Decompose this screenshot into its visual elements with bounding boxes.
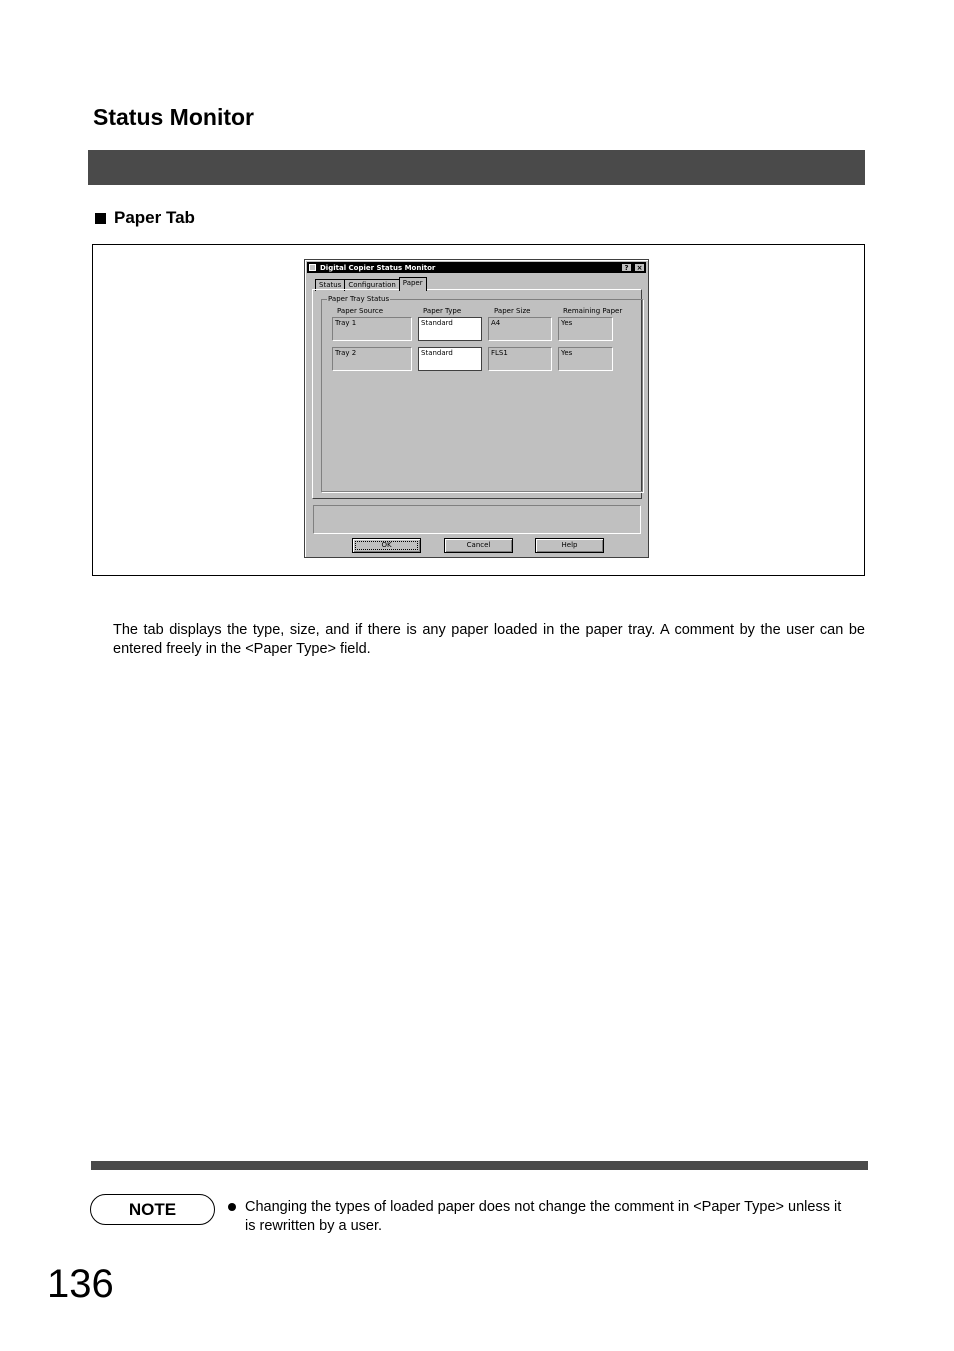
body-paragraph: The tab displays the type, size, and if there is any paper loaded in the paper tray. A comment by the user can be entered freely in the <Paper Type> field. <box>113 622 865 657</box>
close-title-button[interactable]: × <box>634 263 645 272</box>
dialog-title: Digital Copier Status Monitor <box>320 263 436 272</box>
row2-remaining-paper: Yes <box>558 347 613 371</box>
bullet-icon <box>228 1203 236 1211</box>
app-icon <box>309 264 316 271</box>
ok-button[interactable]: OK <box>352 538 421 553</box>
help-title-button[interactable]: ? <box>621 263 632 272</box>
row1-paper-source: Tray 1 <box>332 317 412 341</box>
group-label: Paper Tray Status <box>328 295 390 303</box>
note-label: NOTE <box>90 1194 215 1225</box>
section-heading <box>95 208 195 228</box>
tab-configuration[interactable]: Configuration <box>344 279 399 291</box>
help-button[interactable]: Help <box>535 538 604 553</box>
column-header-remaining-paper: Remaining Paper <box>563 307 623 315</box>
status-message-box <box>313 505 641 534</box>
row1-remaining-paper: Yes <box>558 317 613 341</box>
dialog-titlebar <box>307 262 646 273</box>
section-heading-text: Paper Tab <box>114 208 195 227</box>
column-header-paper-source: Paper Source <box>337 307 384 315</box>
row1-paper-size: A4 <box>488 317 552 341</box>
square-bullet-icon <box>95 213 106 224</box>
page-number: 136 <box>47 1262 114 1306</box>
column-header-paper-type: Paper Type <box>423 307 462 315</box>
column-header-paper-size: Paper Size <box>494 307 531 315</box>
tab-status[interactable]: Status <box>315 279 345 291</box>
row2-paper-size: FLS1 <box>488 347 552 371</box>
row2-paper-type-input[interactable]: Standard <box>418 347 482 371</box>
header-divider-bar <box>88 150 865 185</box>
tab-paper[interactable]: Paper <box>399 277 427 291</box>
page-title: Status Monitor <box>93 104 254 130</box>
note-text: Changing the types of loaded paper does not change the comment in <Paper Type> unless it is rewritten by a user. <box>245 1199 842 1234</box>
cancel-button[interactable]: Cancel <box>444 538 513 553</box>
row1-paper-type-input[interactable]: Standard <box>418 317 482 341</box>
note-divider-bar <box>91 1161 868 1170</box>
row2-paper-source: Tray 2 <box>332 347 412 371</box>
status-monitor-dialog <box>304 259 649 558</box>
